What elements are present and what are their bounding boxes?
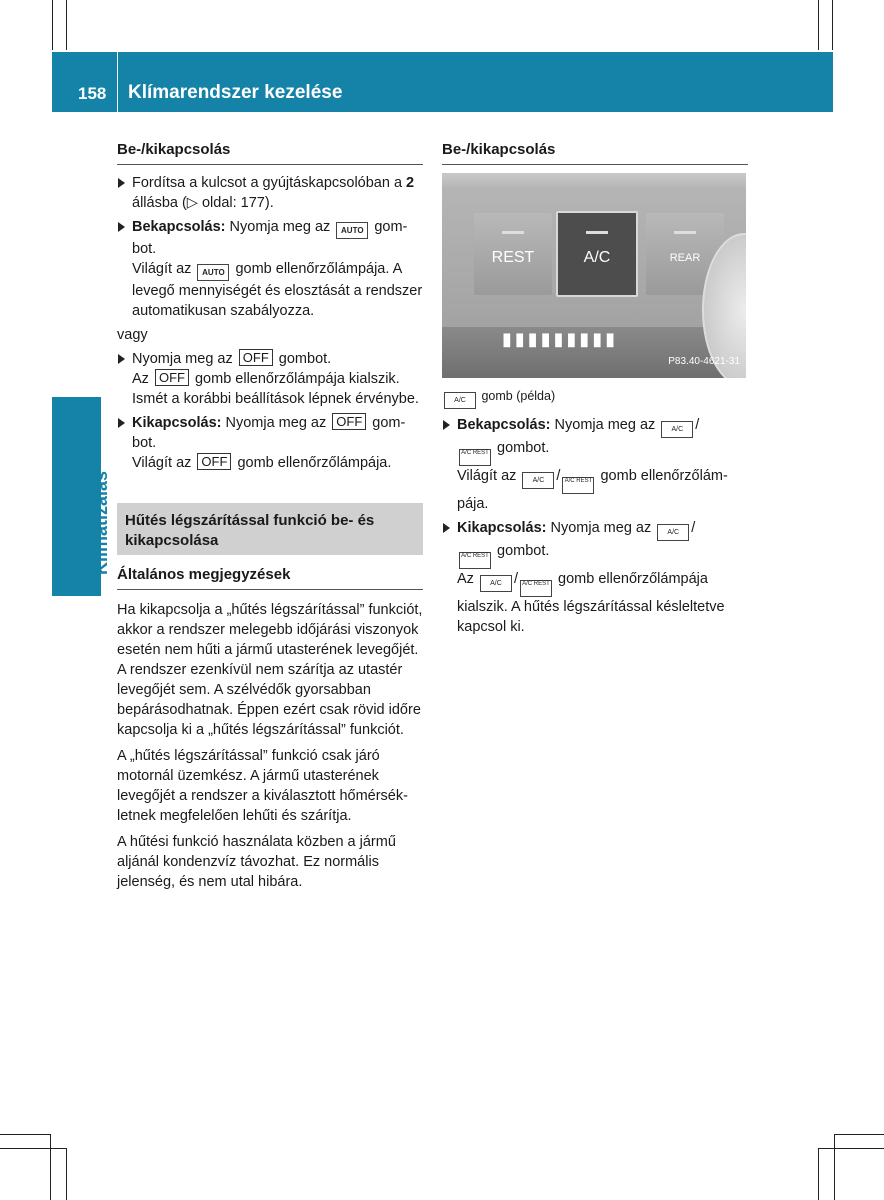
crop-mark [66, 0, 67, 50]
text: gombot. [493, 440, 550, 456]
image-caption [442, 386, 748, 409]
list-item [117, 413, 423, 473]
indicator-lamp [502, 231, 524, 234]
paragraph: A „hűtés légszárítással” funkció csak járó motornál üzemkész. A jármű utasterének levegőjét a rendszer a kiválasztott hőmérsékletnek megfelelően lehűti és szárítja. [117, 748, 408, 824]
list-item [117, 173, 423, 213]
text: gomb ellenőrzőlámpája. A levegő mennyiségét és elosztását a rendszer automatikusan szabályozza. [132, 261, 423, 319]
ac-button-image [556, 211, 638, 297]
text: Világít az [132, 261, 196, 277]
paragraph: Ha kikapcsolja a „hűtés légszárítással” funkciót, akkor a rendszer melegebb időjárási viszonyok esetén nem hűti a jármű utasterének levegőjét. A rendszer ezenkívül nem szárítja az utastér levegőjét sem. A szélvédők gyorsabban bepárásodhatnak. Éppen ezért csak rövid időre kapcsolja ki a „hűtés légszárítással” funkciót. [117, 602, 423, 738]
list-item [117, 217, 423, 321]
text: gombot. [132, 219, 408, 257]
side-tab-label: Klimatizálás [91, 470, 111, 575]
caption-text: gomb (példa) [478, 389, 556, 403]
text: Az [457, 571, 478, 587]
text: Nyomja meg az [132, 351, 237, 367]
climate-panel-photo [442, 173, 746, 378]
slash: / [691, 520, 696, 536]
off-button-icon: OFF [155, 369, 189, 386]
ac-label: A/C [583, 249, 611, 266]
text: Nyomja meg az [225, 219, 335, 235]
crop-mark [834, 1134, 884, 1135]
crop-mark [832, 0, 833, 50]
crop-mark [50, 1134, 51, 1200]
auto-button-icon: AUTO [336, 222, 368, 239]
slash: / [556, 468, 561, 484]
topic-heading: Hűtés légszárítással funkció be- és kikapcsolása [117, 503, 423, 555]
text: gomb ellenőrzőlámpája kialszik. A hűtés légszárítással késleltetve kapcsol ki. [457, 571, 725, 635]
rest-label: REST [491, 249, 535, 266]
fan-level-bars: ▮▮▮▮▮▮▮▮▮ [502, 329, 619, 349]
text: Nyomja meg az [221, 415, 331, 431]
text: állásba (▷ oldal: 177). [132, 195, 274, 211]
ac-button-icon: A/C [480, 575, 512, 592]
rear-label: REAR [669, 252, 701, 264]
indicator-lamp [586, 231, 608, 234]
bullet-arrow-icon [118, 418, 125, 428]
off-button-icon: OFF [239, 349, 273, 366]
crop-mark [66, 1148, 67, 1200]
key-position: 2 [406, 175, 415, 191]
page-number: 158 [78, 84, 107, 103]
ac-rest-button-icon: A/C REST [562, 477, 594, 494]
bullet-arrow-icon [118, 354, 125, 364]
text: Nyomja meg az [546, 520, 656, 536]
left-column [117, 140, 423, 898]
ac-button-icon: A/C [661, 421, 693, 438]
rest-button-image [474, 213, 552, 295]
crop-mark [818, 1148, 884, 1149]
bullet-arrow-icon [443, 523, 450, 533]
crop-mark [0, 1148, 66, 1149]
text: gombot. [274, 351, 332, 367]
text: gombot. [493, 543, 550, 559]
text: gomb ellenőrzőlámpája. [233, 455, 392, 471]
step-label: Bekapcsolás: [132, 219, 226, 235]
list-item [442, 518, 748, 637]
page-title: Klímarendszer kezelése [128, 82, 343, 103]
bullet-arrow-icon [443, 420, 450, 430]
paragraph: A hűtési funkció használata közben a jármű aljánál kondenzvíz távozhat. Ez normális jelenség, és nem utal hibára. [117, 834, 396, 890]
text: Az [132, 371, 153, 387]
bullet-arrow-icon [118, 178, 125, 188]
indicator-lamp [674, 231, 696, 234]
crop-mark [818, 0, 819, 50]
off-button-icon: OFF [197, 453, 231, 470]
ac-button-icon: A/C [657, 524, 689, 541]
text: Világít az [457, 468, 521, 484]
image-code: P83.40-4621-31 [668, 356, 740, 367]
off-button-icon: OFF [332, 413, 366, 430]
right-column [442, 140, 748, 641]
ac-button-icon: A/C [444, 392, 476, 409]
text: Világít az [132, 455, 196, 471]
ac-rest-button-icon: A/C REST [459, 449, 491, 466]
bullet-arrow-icon [118, 222, 125, 232]
crop-mark [52, 0, 53, 50]
text: gomb ellenőrzőlámpája kialszik. Ismét a korábbi beállítások lépnek érvénybe. [132, 371, 419, 407]
step-label: Bekapcsolás: [457, 417, 551, 433]
slash: / [695, 417, 700, 433]
auto-button-icon: AUTO [197, 264, 229, 281]
step-label: Kikapcsolás: [457, 520, 547, 536]
crop-mark [834, 1134, 835, 1200]
step-label: Kikapcsolás: [132, 415, 222, 431]
body-text [117, 600, 423, 892]
section-title: Be-/kikapcsolás [117, 140, 423, 165]
crop-mark [818, 1148, 819, 1200]
ac-rest-button-icon: A/C REST [459, 552, 491, 569]
header-divider [117, 52, 118, 112]
or-text: vagy [117, 327, 148, 343]
section-title: Be-/kikapcsolás [442, 140, 748, 165]
text: gombot. [132, 415, 406, 451]
ac-rest-button-icon: A/C REST [520, 580, 552, 597]
text: Fordítsa a kulcsot a gyújtáskapcsolóban a [132, 175, 407, 191]
list-item [117, 349, 423, 409]
slash: / [513, 571, 518, 587]
ac-button-icon: A/C [522, 472, 554, 489]
sub-heading: Általános megjegyzések [117, 555, 423, 590]
text: Nyomja meg az [550, 417, 660, 433]
text: gomb ellenőrzőlámpája. [457, 468, 728, 512]
list-item [442, 415, 748, 514]
crop-mark [0, 1134, 50, 1135]
